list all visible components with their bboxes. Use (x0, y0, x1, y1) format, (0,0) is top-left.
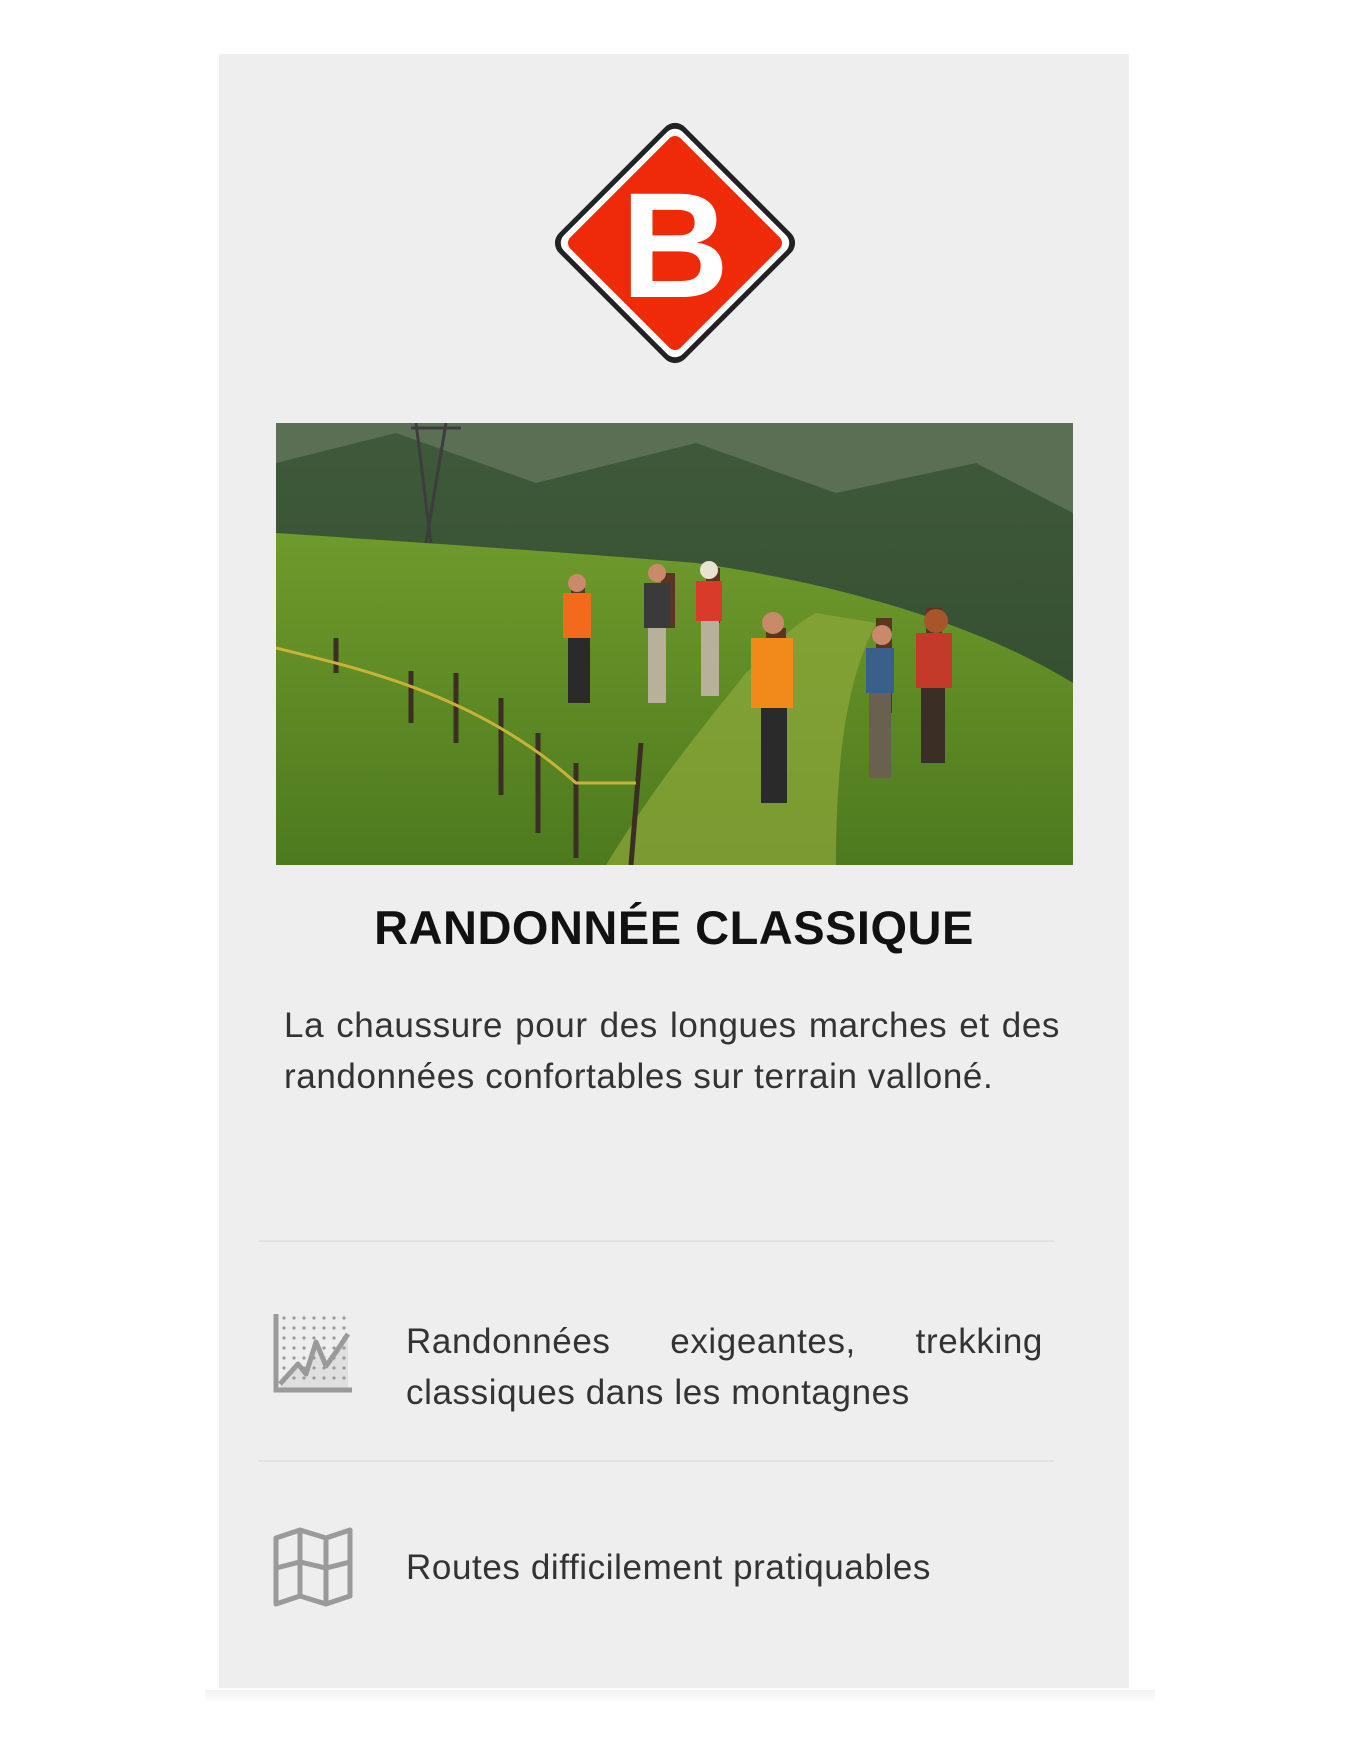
divider (259, 1240, 1054, 1242)
badge-letter: B (620, 161, 730, 329)
feature-text-terrain: Randonnées exigeantes, trekking classiques dans les montagnes (406, 1322, 1043, 1412)
product-card (219, 54, 1129, 1688)
product-title: RANDONNÉE CLASSIQUE (374, 901, 974, 954)
hikers-photo (276, 423, 1073, 865)
divider (259, 1460, 1054, 1462)
feature-text-roads: Routes difficilement pratiquables (406, 1548, 931, 1587)
category-badge (544, 112, 806, 374)
folded-map-icon (272, 1526, 354, 1608)
product-description: La chaussure pour des longues marches et des randonnées confortables sur terrain valloné. (284, 1006, 1060, 1096)
card-shadow (205, 1690, 1155, 1704)
elevation-chart-icon (272, 1312, 354, 1394)
diamond-b-icon (544, 112, 806, 374)
